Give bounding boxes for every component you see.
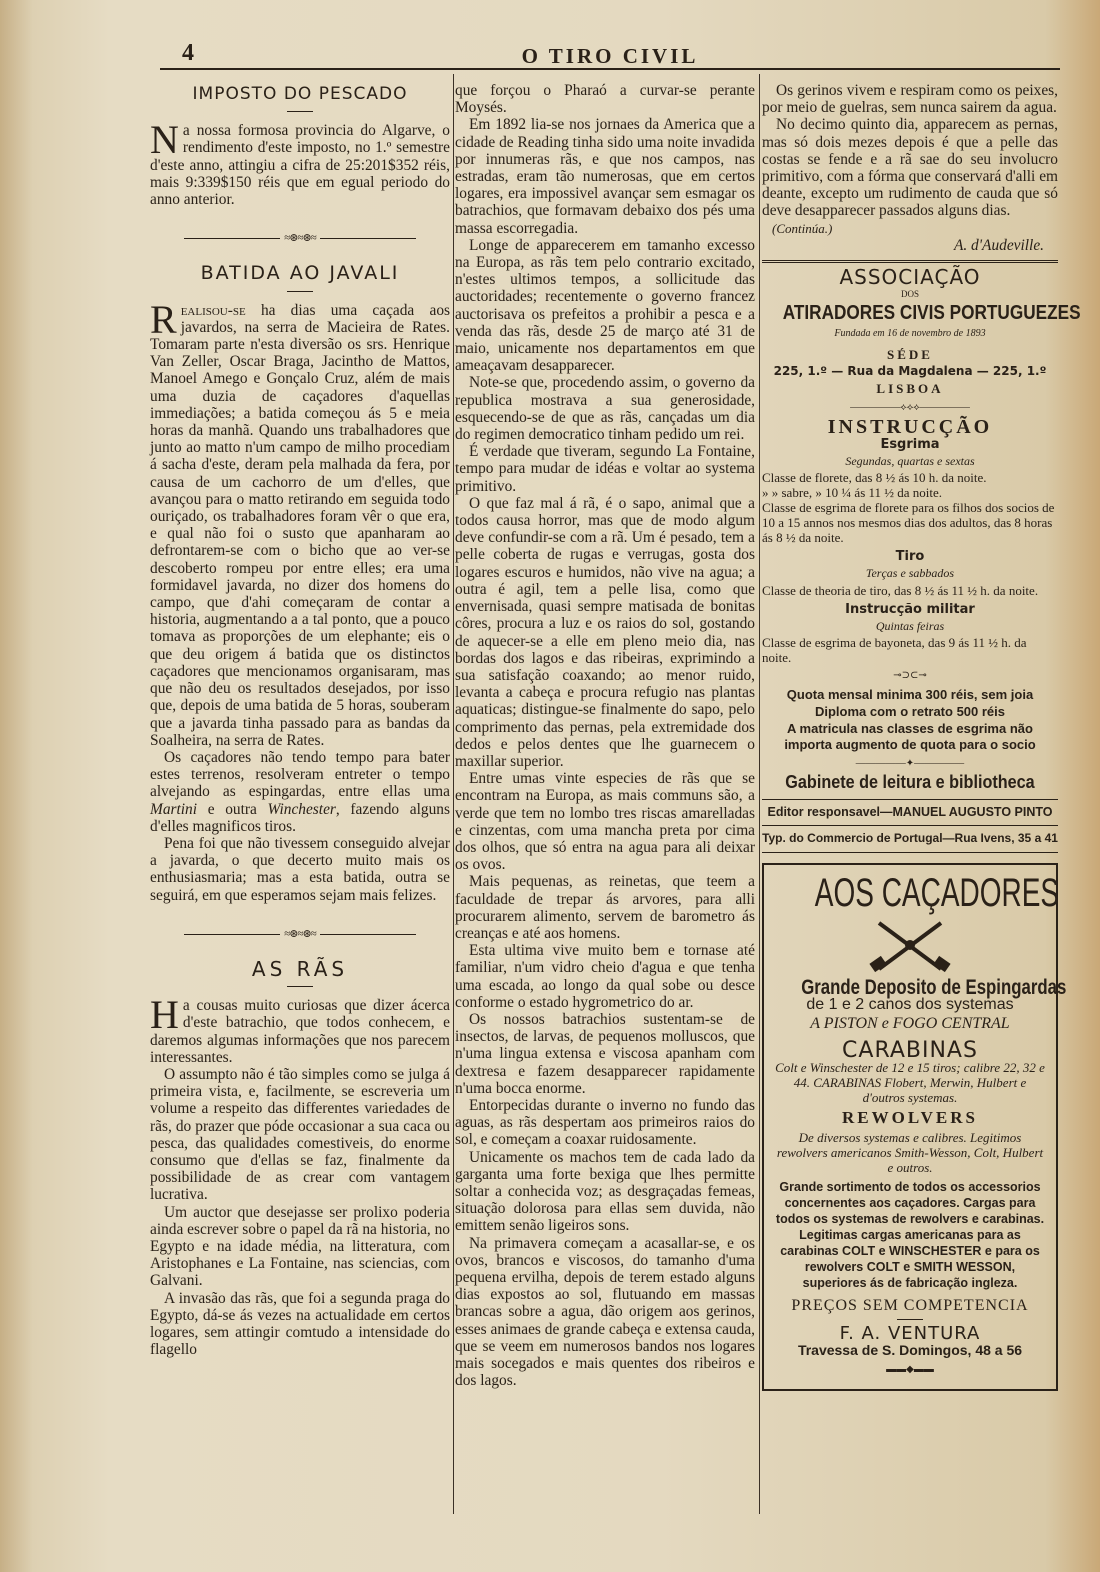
esgrima-days: Segundas, quartas e sextas: [845, 454, 975, 469]
paragraph: Entre umas vinte especies de rãs que se encontram na Europa, as mais communs são, a verde que tem no lombo tres riscas amarelladas e cinzentas, com uma mancha preta por cima dos olhos, que só entra na agua para ali deixar os ovos.: [455, 770, 755, 874]
rule: [762, 825, 1058, 826]
tiro-days: Terças e sabbados: [865, 566, 955, 581]
section-ornament: ≈⊛≈⊛≈: [150, 230, 450, 247]
paragraph: Em 1892 lia-se nos jornaes da America que a cidade de Reading tinha sido uma noite invadida por innumeras rãs, e que nos campos, nas estradas, eram tão numerosas, que em certos logares, era impossivel avançar sem esmagar os batrachios, que formavam debaixo dos pés uma massa escorregadia.: [455, 116, 755, 237]
article-title-ras: AS RÃS: [251, 956, 349, 981]
tiro-heading: Tiro: [895, 549, 925, 565]
article-batida-p3: Pena foi que não tivessem conseguido alvejar a javarda, o que decerto muito mais os enthusiasmaria; mas a esta batida, outra se seguirá, em que esperamos sejam mais felizes.: [150, 834, 450, 904]
ornament: ▬▬◆▬▬: [886, 1364, 934, 1376]
rule: [897, 1319, 923, 1320]
gabinete-heading: Gabinete de leitura e bibliotheca: [785, 771, 1035, 792]
paragraph: Unicamente os machos tem de cada lado da garganta uma forte bexiga que lhes permitte soltar a conhecida voz; as desgraçadas femeas, situação dolorosa para ellas sem duvida, não emittem senão ligeiros sons.: [455, 1148, 755, 1235]
double-rule: [762, 260, 1058, 263]
title-rule: [287, 111, 313, 112]
rule: [762, 799, 1058, 800]
paragraph: que forçou o Pharaó a curvar-se perante Moysés.: [455, 82, 755, 117]
article-batida-p1: Realisou-se ha dias uma caçada aos javardos, na serra de Macieira de Rates. Tomaram parte n'esta diversão os srs. Henrique Van Zeller, Oscar Braga, Jacintho de Mattos, Manoel Amego e Gonçalo Cruz, além de mais uma duzia de caçadores d'aquellas immediações; a batida começou ás 5 e meia horas da manhã. Quando uns trabalhadores que junto ao matto n'um campo de milho procediam á sacha d'este, deram pela malhada da fera, por causa de um cachorro de um d'elles, que avançou para o matto retirando em seguida todo ouriçado, os trabalhadores foram vêr o que era, e qual não foi o susto que apanharam ao defrontarem-se com o bicho que ao ver-se descoberto rompeu por entre elles; era uma formidavel javarda, no dizer dos homens do campo, que d'ahi começaram de contar a historia, augmentando a a tal ponto, que a pouco tomava as proporções de um elephante; eis o que deu origem á batida que os distinctos caçadores que mencionamos organisaram, mas que não deu os resultados desejados, por isso que, depois de uma batida de 5 horas, souberam que a javarda tinha passado para as bandas da Soalheira, na serra de Rates.: [150, 296, 450, 749]
paragraph: Note-se que, procedendo assim, o governo da republica mostrava a sua generosidade, esquecendo-se de que as rãs, cançadas um dia do regimen democratico tinham pedido um rei.: [455, 374, 755, 444]
ad-deposito: Grande Deposito de Espingardas: [801, 975, 1067, 999]
ad-title: AOS CAÇADORES: [814, 870, 1060, 915]
title-rule: [287, 986, 313, 987]
militar-days: Quintas feiras: [875, 618, 945, 633]
title-rule: [287, 291, 313, 292]
article-ras-p2: O assumpto não é tão simples como se julga á primeira vista, e, facilmente, se escreveria um volume a respeito das differentes variedades de rãs, do prazer que póde occasionar a sua caca ou pesca, das qualidades comestiveis, do enorme consumo que d'ellas se faz, finalmente da possibilidade de as crear com vantagem lucrativa.: [150, 1065, 450, 1204]
crossed-rifles-icon: [774, 915, 1046, 979]
assoc-dos: DOS: [900, 289, 919, 300]
diploma-line: Diploma com o retrato 500 réis: [814, 704, 1005, 720]
article-title-batida: BATIDA AO JAVALI: [200, 262, 400, 285]
article-imposto-text: Na nossa formosa provincia do Algarve, o rendimento d'este imposto, no 1.º semestre d'este anno, attingiu a cifra de 25:201$352 réis, mais 9:339$150 réis que em egual periodo do anno anterior.: [150, 117, 450, 209]
assoc-title: ASSOCIAÇÃO: [839, 265, 981, 290]
ad-piston: A PISTON e FOGO CENTRAL: [810, 1015, 1010, 1033]
esgrima-line: » » sabre, » 10 ¼ ás 11 ½ da noite.: [762, 485, 943, 501]
paragraph: Os nossos batrachios sustentam-se de insectos, de larvas, de pequenos molluscos, que n'uma lingua extensa e viscosa apanham com dextresa e fazem desapparecer rapidamente n'uma bocca enorme.: [455, 1010, 755, 1097]
column-3: [762, 82, 1081, 1391]
assoc-sede: SÉDE: [887, 346, 933, 362]
editor-line: Editor responsavel—MANUEL AUGUSTO PINTO: [767, 805, 1053, 820]
column-1: [150, 82, 450, 1358]
esgrima-heading: Esgrima: [880, 436, 940, 452]
assoc-founded: Fundada em 16 de novembro de 1893: [834, 327, 986, 339]
masthead: O TIRO CIVIL: [521, 44, 699, 68]
section-ornament: ≈⊛≈⊛≈: [150, 926, 450, 943]
header-rule: [160, 68, 1060, 70]
ad-travessa: Travessa de S. Domingos, 48 a 56: [797, 1342, 1023, 1359]
quota-line: Quota mensal minima 300 réis, sem joia: [786, 687, 1034, 703]
drop-cap: N: [150, 117, 179, 163]
typography-line: Typ. do Commercio de Portugal—Rua Ivens, 35 a 41: [762, 831, 1058, 846]
militar-heading: Instrucção militar: [845, 601, 975, 617]
esgrima-line: Classe de florete, das 8 ½ ás 10 h. da noite.: [762, 470, 987, 486]
association-notice: [762, 265, 1081, 792]
continua-note: (Continúa.): [772, 220, 833, 236]
paragraph: No decimo quinto dia, apparecem as pernas, mas só dois mezes depois é que a pelle das costas se fende e a rã sae do seu involucro primitivo, com a fórma que conservará d'alli em deante, excepto um rudimento de cauda que só deve desapparecer passados alguns dias.: [762, 116, 1058, 220]
paragraph: Na primavera começam a acasallar-se, e os ovos, brancos e viscosos, do tamanho d'uma pequena ervilha, depois de terem estado alguns dias expostos ao sol, flutuando em massas brancas sobre a agua, dão origem aos gerinos, esses animaes de grande cabeça e extensa cauda, que se veem em numerosos bandos nos logares mais socegados e mais quentes dos ribeiros e dos lagos.: [455, 1234, 755, 1390]
article-ras-p4: A invasão das rãs, que foi a segunda praga do Egypto, dá-se ás vezes na actualidade em certos logares, sem attingir comtudo a intensidade do flagello: [150, 1289, 450, 1359]
ad-rewolvers-text: De diversos systemas e calibres. Legitimos rewolvers americanos Smith-Wesson, Colt, Hulbert e outros.: [776, 1129, 1044, 1175]
instrucao-heading: INSTRUCÇÃO: [827, 415, 993, 438]
ornament: ⊸⊃⊂⊸: [893, 670, 927, 682]
ad-ventura: F. A. VENTURA: [839, 1322, 981, 1344]
militar-line: Classe de esgrima de bayoneta, das 9 ás 11 ½ h. da noite.: [762, 635, 1027, 666]
article-ras-p1: Ha cousas muito curiosas que dizer ácerca d'este batrachio, que todos conhecem, e daremos algumas informações que nos parecem interessantes.: [150, 992, 450, 1066]
advertisement-aos-cacadores: [762, 863, 1067, 1391]
ad-sortimento: Grande sortimento de todos os accessorios concernentes aos caçadores. Cargas para todos os systemas de rewolvers e carabinas. Legitimas cargas americanas para as carabinas COLT e WINSCHESTER e para os rewolvers COLT e SMITH WESSON, superiores ás de fabricação ingleza.: [775, 1179, 1045, 1290]
drop-cap: R: [150, 296, 177, 342]
ornament: —————✦—————: [855, 757, 965, 769]
tiro-line: Classe de theoria de tiro, das 8 ½ ás 11 ½ h. da noite.: [762, 582, 1039, 598]
ad-carabinas-text: Colt e Winschester de 12 e 15 tiros; calibre 22, 32 e 44. CARABINAS Flobert, Merwin, Hulbert e d'outros systemas.: [775, 1059, 1045, 1105]
esgrima-line: Classe de esgrima de florete para os filhos dos socios de 10 a 15 annos nos mesmos dias dos adultos, das 8 horas ás 8 ½ da noite.: [762, 500, 1055, 546]
drop-cap: H: [150, 992, 179, 1038]
ad-canos: de 1 e 2 canos dos systemas: [806, 995, 1014, 1013]
paragraph: É verdade que tiveram, segundo La Fontaine, tempo para mudar de idéas e voltar ao systema primitivo.: [455, 443, 755, 495]
paragraph: O que faz mal á rã, é o sapo, animal que a todos causa horror, mas que de modo algum deve confundir-se com a rã. Um é pesado, tem a pelle coberta de rugas e verrugas, gosta dos logares escuros e humidos, não vive na agua; a outra é agil, tem a pelle lisa, como que envernisada, quasi sempre matisada de bonitas côres, procura a luz e os raios do sol, gostando de aquecer-se a elle em pleno meio dia, nas bordas dos lagos e das ribeiras, exprimindo a sua satisfação coaxando; ao menor ruido, levanta a cabeça e procura refugio nas plantas aquaticas; distingue-se finalmente do sapo, pelo comprimento das pernas, pela extremidade dos dedos e pelos dentes que lhe guarnecem o maxillar superior.: [455, 494, 755, 770]
ornament: —————⟡⟡⟡—————: [850, 402, 970, 414]
rule: [762, 852, 1058, 853]
assoc-name: ATIRADORES CIVIS PORTUGUEZES: [782, 302, 1081, 325]
assoc-address: 225, 1.º — Rua da Magdalena — 225, 1.º: [773, 364, 1047, 379]
assoc-city: LISBOA: [876, 381, 944, 397]
column-2: [455, 82, 755, 1389]
matricula-line: A matricula nas classes de esgrima não importa augmento de quota para o socio: [784, 720, 1036, 752]
author-signature: A. d'Audeville.: [953, 236, 1044, 254]
column-divider: [759, 74, 760, 1514]
page-number: 4: [182, 40, 194, 66]
ad-carabinas: CARABINAS: [842, 1038, 978, 1064]
paragraph: Os gerinos vivem e respiram como os peixes, por meio de guelras, sem nunca sairem da agua.: [762, 82, 1058, 117]
paragraph: Longe de apparecerem em tamanho excesso na Europa, as rãs tem pelo contrario excitado, n'estes ultimos tempos, a sollicitude das auctoridades; recentemente o governo francez auctorisava os prefeitos a prohibir a pesca e a venda das rãs, desde 25 de março até 31 de maio, unicamente nos departamentos em que ameaçavam desapparecer.: [455, 236, 755, 375]
column-divider: [453, 74, 454, 1514]
page-header: [160, 40, 1060, 66]
ad-rewolvers: REWOLVERS: [842, 1107, 978, 1127]
paragraph: Entorpecidas durante o inverno no fundo das aguas, as rãs despertam aos primeiros raios do sol, e começam a coaxar ruidosamente.: [455, 1096, 755, 1149]
paragraph: Mais pequenas, as reinetas, que teem a faculdade de trepar ás arvores, para alli procurarem alimento, servem de barometro ás creanças e até aos homens.: [455, 873, 755, 942]
paragraph: Esta ultima vive muito bem e tornase até familiar, n'um vidro cheio d'agua e que tenha uma escada, ao longo da qual sobe ou desce conforme o estado hygrometrico do ar.: [455, 942, 755, 1011]
article-batida-p2: Os caçadores não tendo tempo para bater estes terrenos, resolveram entreter o tempo alvejando as espingardas, entre ellas uma Martini e outra Winchester, fazendo alguns d'elles magnificos tiros.: [150, 748, 450, 835]
article-ras-p3: Um auctor que desejasse ser prolixo poderia ainda escrever sobre o papel da rã na historia, no Egypto e na idade média, na litteratura, com Aristophanes e La Fontaine, nas sciencias, com Galvani.: [150, 1203, 450, 1290]
ad-precos: PREÇOS SEM COMPETENCIA: [791, 1296, 1029, 1314]
article-title-imposto: IMPOSTO DO PESCADO: [192, 84, 408, 104]
